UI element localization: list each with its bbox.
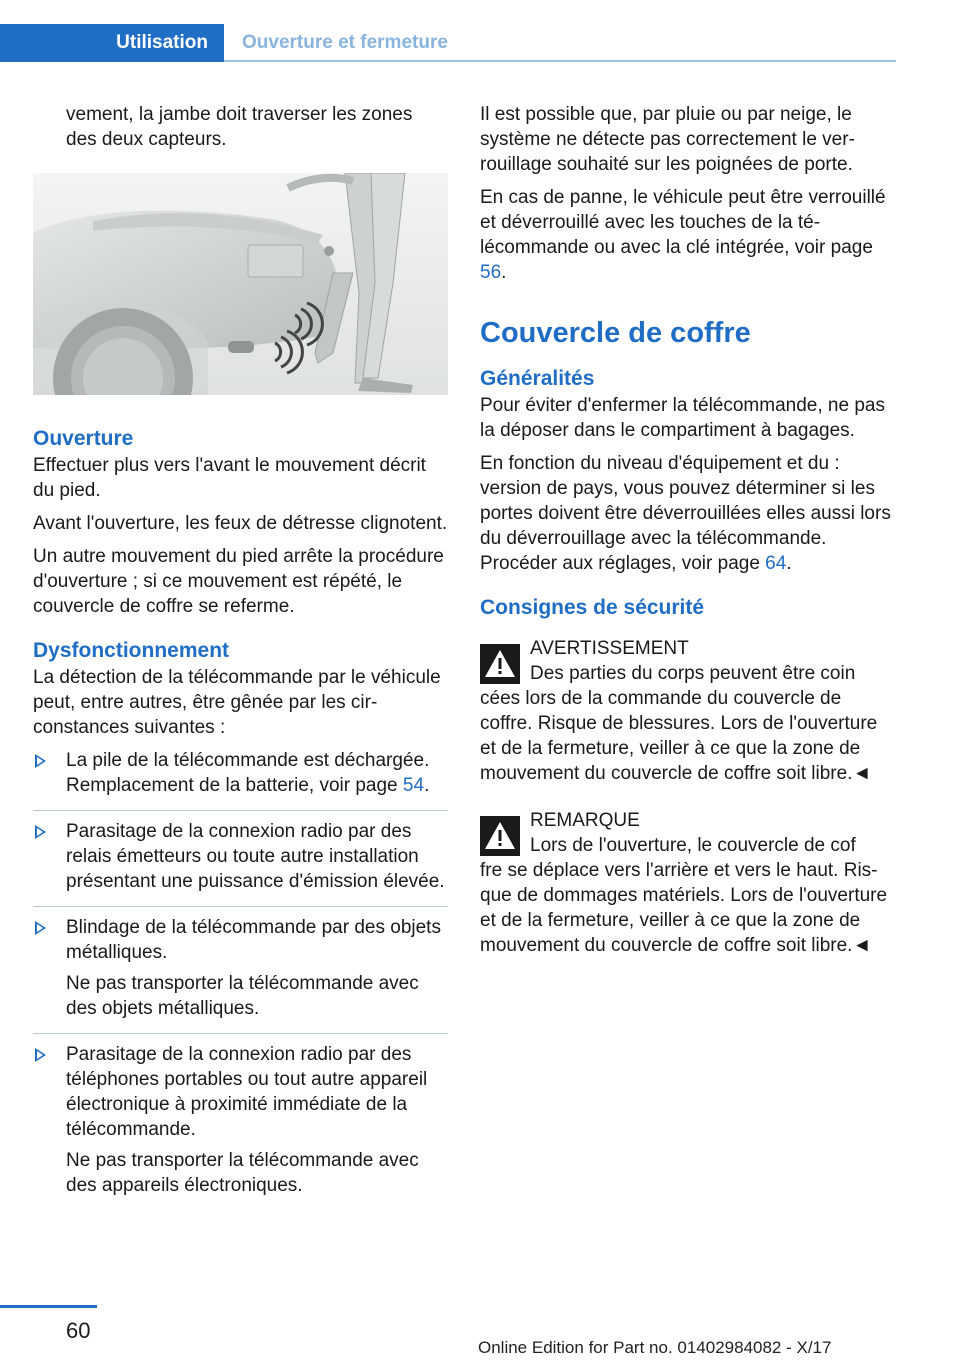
notice-title: REMARQUE	[530, 810, 640, 831]
triangle-bullet-icon	[35, 825, 46, 839]
list-item: La pile de la télécommande est déchargée. Remplacement de la batterie, voir page 54.	[33, 748, 448, 811]
intro-paragraph: vement, la jambe doit traverser les zones des deux capteurs.	[66, 104, 413, 150]
footer-rule	[0, 1305, 97, 1308]
heading-consignes: Consignes de sécurité	[480, 596, 705, 619]
warning-triangle-icon	[480, 816, 520, 856]
list-item-text: Parasitage de la connexion radio par des relais émetteurs ou toute autre installation présentant une puissance d'émission élevée.	[66, 821, 445, 892]
list-item	[33, 819, 448, 907]
tailgate-foot-sensor-illustration	[33, 173, 448, 395]
triangle-bullet-icon	[35, 921, 46, 935]
breakdown-paragraph: En cas de panne, le véhicule peut être verrouillé et déverrouillé avec les touches de la télécommande ou avec la clé intégrée, voir page 56.	[480, 187, 886, 283]
generalites-paragraph-1: Pour éviter d'enfermer la télécommande, ne pas la déposer dans le compartiment à bagages.	[480, 395, 885, 441]
warning-triangle-icon	[480, 644, 520, 684]
page-header	[0, 0, 960, 64]
heading-ouverture: Ouverture	[33, 427, 134, 450]
notice-text-first: Lors de l'ouverture, le couvercle de cof	[530, 835, 856, 856]
list-item-note: Ne pas transporter la télécommande avec des objets métalliques.	[66, 973, 419, 1019]
car-rear-illustration	[33, 173, 448, 395]
warning-title: AVERTISSEMENT	[530, 638, 689, 659]
warning-text-first: Des parties du corps peuvent être coin	[530, 663, 856, 684]
warning-text: cées lors de la commande du couvercle de coffre. Risque de blessures. Lors de l'ouverture et de la fermeture, veiller à ce que la zone de mouvement du couvercle de coffre soit libre.◄	[480, 688, 878, 784]
page-number: 60	[66, 1318, 91, 1343]
tab-ouverture-fermeture[interactable]: Ouverture et fermeture	[242, 32, 448, 53]
edition-footer: Online Edition for Part no. 01402984082 - X/17	[478, 1338, 832, 1357]
triangle-bullet-icon	[35, 1048, 46, 1062]
list-item-text: Blindage de la télécommande par des objets métalliques.	[66, 917, 441, 963]
section-title: Couvercle de coffre	[480, 317, 751, 349]
header-rule	[224, 60, 896, 62]
left-column	[33, 102, 448, 1218]
generalites-paragraph-2: En fonction du niveau d'équipement et du : version de pays, vous pouvez déterminer si les portes doivent être déverrouillées elles aussi lors du déverrouillage avec la télécommande. Procéder aux réglages, voir page 64.	[480, 453, 891, 574]
heading-generalites: Généralités	[480, 367, 595, 390]
list-item-text: Parasitage de la connexion radio par des téléphones portables ou tout autre appareil électronique à proximité immédiate de la télécommande.	[66, 1044, 428, 1140]
list-item-text: La pile de la télécommande est déchargée. Remplacement de la batterie, voir page	[66, 750, 430, 796]
list-item	[33, 1042, 448, 1210]
page-link-56[interactable]: 56	[480, 262, 502, 283]
ouverture-paragraph-3: Un autre mouvement du pied arrête la procédure d'ouverture ; si ce mouvement est répété, le couvercle de coffre se referme.	[33, 546, 444, 617]
dysfonctionnement-intro: La détection de la télécommande par le véhicule peut, entre autres, être gênée par les circonstances suivantes :	[33, 667, 441, 738]
triangle-bullet-icon	[35, 754, 46, 768]
tab-utilisation[interactable]: Utilisation	[0, 24, 224, 62]
notice-block	[480, 808, 895, 958]
page-link-54[interactable]: 54	[402, 775, 425, 796]
list-item-note: Ne pas transporter la télécommande avec des appareils électroniques.	[66, 1150, 419, 1196]
heading-dysfonctionnement: Dysfonctionnement	[33, 639, 230, 662]
list-item	[33, 915, 448, 1034]
notice-text: fre se déplace vers l'arrière et vers le haut. Risque de dommages matériels. Lors de l'ouverture et de la fermeture, veiller à ce que la zone de mouvement du couvercle de coffre soit libre.◄	[480, 860, 888, 956]
page-link-64[interactable]: 64	[765, 553, 787, 574]
right-column	[480, 102, 895, 958]
dysfonctionnement-list	[33, 748, 448, 1210]
rain-snow-paragraph: Il est possible que, par pluie ou par neige, le système ne détecte pas correctement le verrouillage souhaité sur les poignées de porte.	[480, 104, 855, 175]
ouverture-paragraph-1: Effectuer plus vers l'avant le mouvement décrit du pied.	[33, 455, 426, 501]
warning-block	[480, 636, 895, 786]
ouverture-paragraph-2: Avant l'ouverture, les feux de détresse clignotent.	[33, 513, 448, 534]
